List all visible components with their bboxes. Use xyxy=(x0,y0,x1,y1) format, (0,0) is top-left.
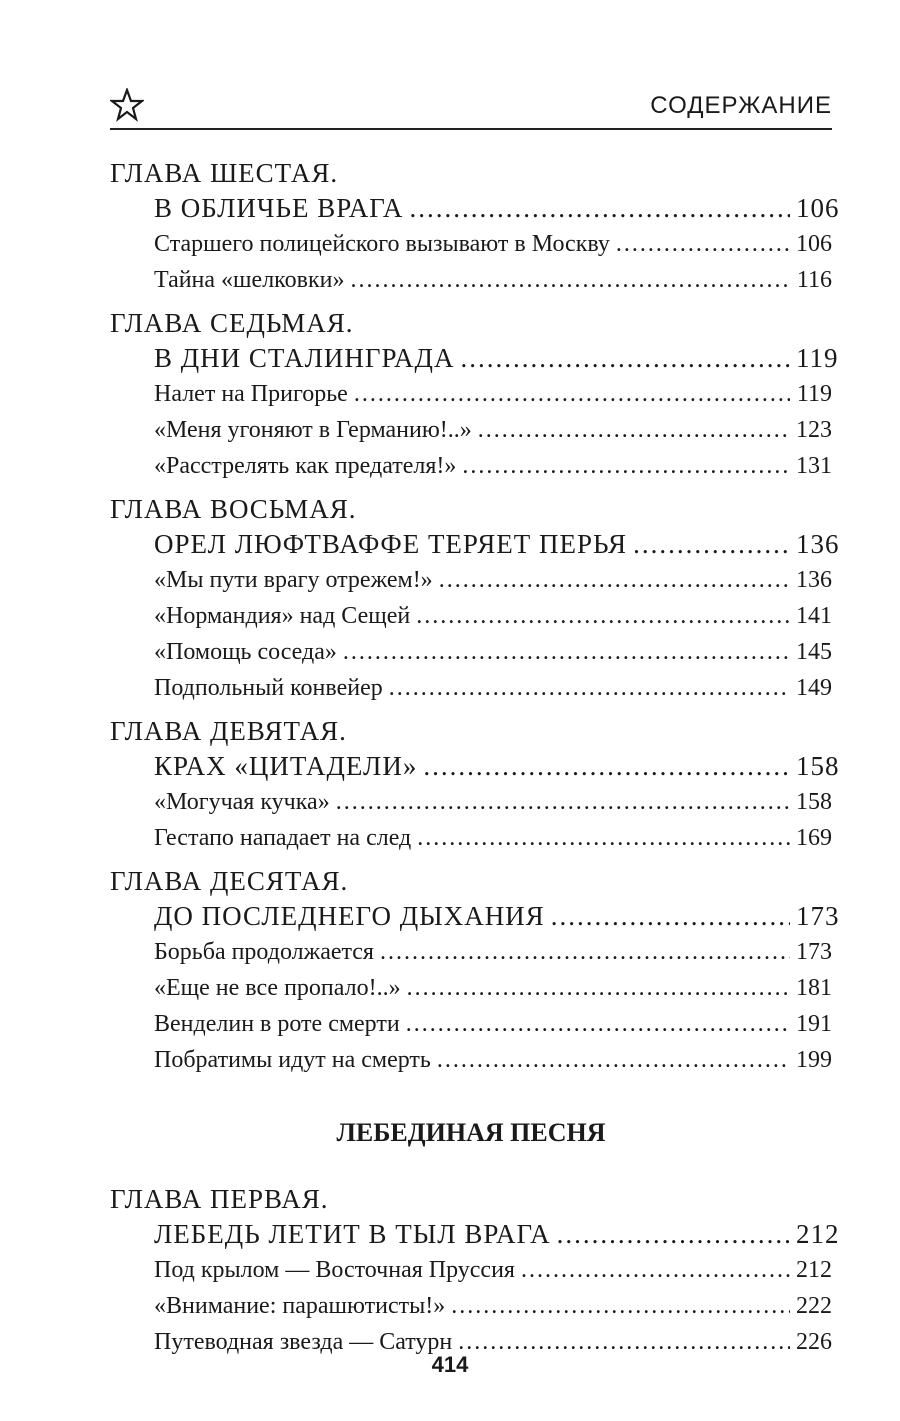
chapter-title xyxy=(154,748,840,784)
subsection-entry-page: 173 xyxy=(796,939,832,965)
subsection-entry xyxy=(154,226,832,262)
chapter-label: ГЛАВА СЕДЬМАЯ. xyxy=(110,308,354,338)
chapter-entry xyxy=(110,492,840,706)
chapter-entry xyxy=(110,156,840,298)
chapter-title-text: В ОБЛИЧЬЕ ВРАГА xyxy=(154,193,404,223)
chapter-title-text: ЛЕБЕДЬ ЛЕТИТ В ТЫЛ ВРАГА xyxy=(154,1219,551,1249)
subsection-entry-page: 123 xyxy=(796,417,832,443)
subsection-entry-page: 131 xyxy=(796,453,832,479)
subsection-entry xyxy=(154,1252,832,1288)
dot-leader xyxy=(409,190,790,226)
subsection-entry xyxy=(154,412,832,448)
chapter-title-page: 106 xyxy=(796,193,840,223)
subsection-entry-page: 119 xyxy=(796,381,832,407)
subsection-entry-page: 116 xyxy=(796,267,832,293)
subsection-entry-page: 222 xyxy=(796,1293,832,1319)
subsection-entry-text: «Внимание: парашютисты!» xyxy=(154,1293,446,1319)
subsection-entry-text: Борьба продолжается xyxy=(154,939,374,965)
subsection-entry-text: Старшего полицейского вызывают в Москву xyxy=(154,231,610,257)
subsection-entry-page: 106 xyxy=(796,231,832,257)
dot-leader xyxy=(354,376,790,412)
chapter-entry xyxy=(110,306,839,484)
subsection-entry xyxy=(154,598,832,634)
subsection-entry xyxy=(154,670,832,706)
dot-leader xyxy=(437,1042,790,1078)
chapter-label: ГЛАВА ШЕСТАЯ. xyxy=(110,158,339,188)
dot-leader xyxy=(616,226,790,262)
subsection-entry xyxy=(154,262,832,298)
subsection-entry-page: 212 xyxy=(796,1257,832,1283)
chapter-title-text: ДО ПОСЛЕДНЕГО ДЫХАНИЯ xyxy=(154,901,545,931)
chapter-title-text: ОРЕЛ ЛЮФТВАФФЕ ТЕРЯЕТ ПЕРЬЯ xyxy=(154,529,628,559)
subsection-entry xyxy=(154,376,832,412)
chapter-title-page: 119 xyxy=(796,343,839,373)
chapter-title xyxy=(154,340,839,376)
chapter-title-page: 212 xyxy=(796,1219,840,1249)
chapter-title xyxy=(154,1216,840,1252)
subsection-entry xyxy=(154,1006,832,1042)
part-chapter-list xyxy=(110,1182,840,1360)
dot-leader xyxy=(521,1252,790,1288)
chapter-title-page: 173 xyxy=(796,901,840,931)
dot-leader xyxy=(439,562,790,598)
subsection-entry-text: «Меня угоняют в Германию!..» xyxy=(154,417,472,443)
subsection-entry-page: 158 xyxy=(796,789,832,815)
chapter-title-page: 158 xyxy=(796,751,840,781)
subsection-entry-text: Гестапо нападает на след xyxy=(154,825,412,851)
dot-leader xyxy=(406,1006,790,1042)
chapter-title xyxy=(154,898,840,934)
subsection-entry xyxy=(154,784,832,820)
chapter-list xyxy=(110,156,840,1078)
dot-leader xyxy=(380,934,790,970)
dot-leader xyxy=(478,412,790,448)
subsection-entry-page: 169 xyxy=(796,825,832,851)
table-of-contents xyxy=(110,150,840,1368)
dot-leader xyxy=(389,670,790,706)
subsection-entry-page: 226 xyxy=(796,1329,832,1355)
chapter-label: ГЛАВА ДЕВЯТАЯ. xyxy=(110,716,347,746)
subsection-entry-text: Путеводная звезда — Сатурн xyxy=(154,1329,453,1355)
subsection-entry-text: Под крылом — Восточная Пруссия xyxy=(154,1257,515,1283)
chapter-title-page: 136 xyxy=(796,529,840,559)
subsection-entry-text: «Еще не все пропало!..» xyxy=(154,975,401,1001)
subsection-entry-text: «Нормандия» над Сещей xyxy=(154,603,411,629)
running-header xyxy=(110,82,832,130)
subsection-entry-page: 141 xyxy=(796,603,832,629)
dot-leader xyxy=(417,820,790,856)
chapter-title xyxy=(154,526,840,562)
dot-leader xyxy=(633,526,790,562)
chapter-title-text: КРАХ «ЦИТАДЕЛИ» xyxy=(154,751,418,781)
page-number: 414 xyxy=(431,1352,469,1377)
subsection-entry-page: 199 xyxy=(796,1047,832,1073)
subsection-entry-text: «Мы пути врагу отрежем!» xyxy=(154,567,433,593)
dot-leader xyxy=(343,634,790,670)
subsection-entry-text: «Расстрелять как предателя!» xyxy=(154,453,457,479)
header-title: СОДЕРЖАНИЕ xyxy=(650,92,832,119)
subsection-entry-text: Подпольный конвейер xyxy=(154,675,383,701)
part-title: ЛЕБЕДИНАЯ ПЕСНЯ xyxy=(336,1118,606,1147)
dot-leader xyxy=(460,340,790,376)
dot-leader xyxy=(416,598,790,634)
subsection-entry xyxy=(154,820,832,856)
subsection-entry xyxy=(154,634,832,670)
subsection-entry-text: «Помощь соседа» xyxy=(154,639,337,665)
chapter-entry xyxy=(110,714,840,856)
subsection-entry xyxy=(154,562,832,598)
subsection-entry-page: 136 xyxy=(796,567,832,593)
subsection-entry-text: Тайна «шелковки» xyxy=(154,267,345,293)
subsection-entry xyxy=(154,970,832,1006)
dot-leader xyxy=(423,748,790,784)
subsection-entry-page: 149 xyxy=(796,675,832,701)
dot-leader xyxy=(336,784,790,820)
subsection-entry xyxy=(154,448,832,484)
subsection-entry-text: Побратимы идут на смерть xyxy=(154,1047,431,1073)
subsection-entry-text: Налет на Пригорье xyxy=(154,381,348,407)
dot-leader xyxy=(451,1288,790,1324)
chapter-label: ГЛАВА ВОСЬМАЯ. xyxy=(110,494,357,524)
subsection-entry-text: «Могучая кучка» xyxy=(154,789,330,815)
subsection-entry xyxy=(154,1288,832,1324)
dot-leader xyxy=(407,970,790,1006)
chapter-entry xyxy=(110,1182,840,1360)
chapter-label: ГЛАВА ДЕСЯТАЯ. xyxy=(110,866,349,896)
subsection-entry xyxy=(154,1042,832,1078)
dot-leader xyxy=(557,1216,790,1252)
dot-leader xyxy=(462,448,790,484)
subsection-entry-page: 181 xyxy=(796,975,832,1001)
subsection-entry-page: 191 xyxy=(796,1011,832,1037)
star-icon xyxy=(110,88,144,122)
chapter-title xyxy=(154,190,840,226)
chapter-label: ГЛАВА ПЕРВАЯ. xyxy=(110,1184,329,1214)
dot-leader xyxy=(350,262,790,298)
subsection-entry-text: Венделин в роте смерти xyxy=(154,1011,400,1037)
dot-leader xyxy=(551,898,790,934)
chapter-title-text: В ДНИ СТАЛИНГРАДА xyxy=(154,343,455,373)
subsection-entry xyxy=(154,934,832,970)
chapter-entry xyxy=(110,864,840,1078)
subsection-entry-page: 145 xyxy=(796,639,832,665)
